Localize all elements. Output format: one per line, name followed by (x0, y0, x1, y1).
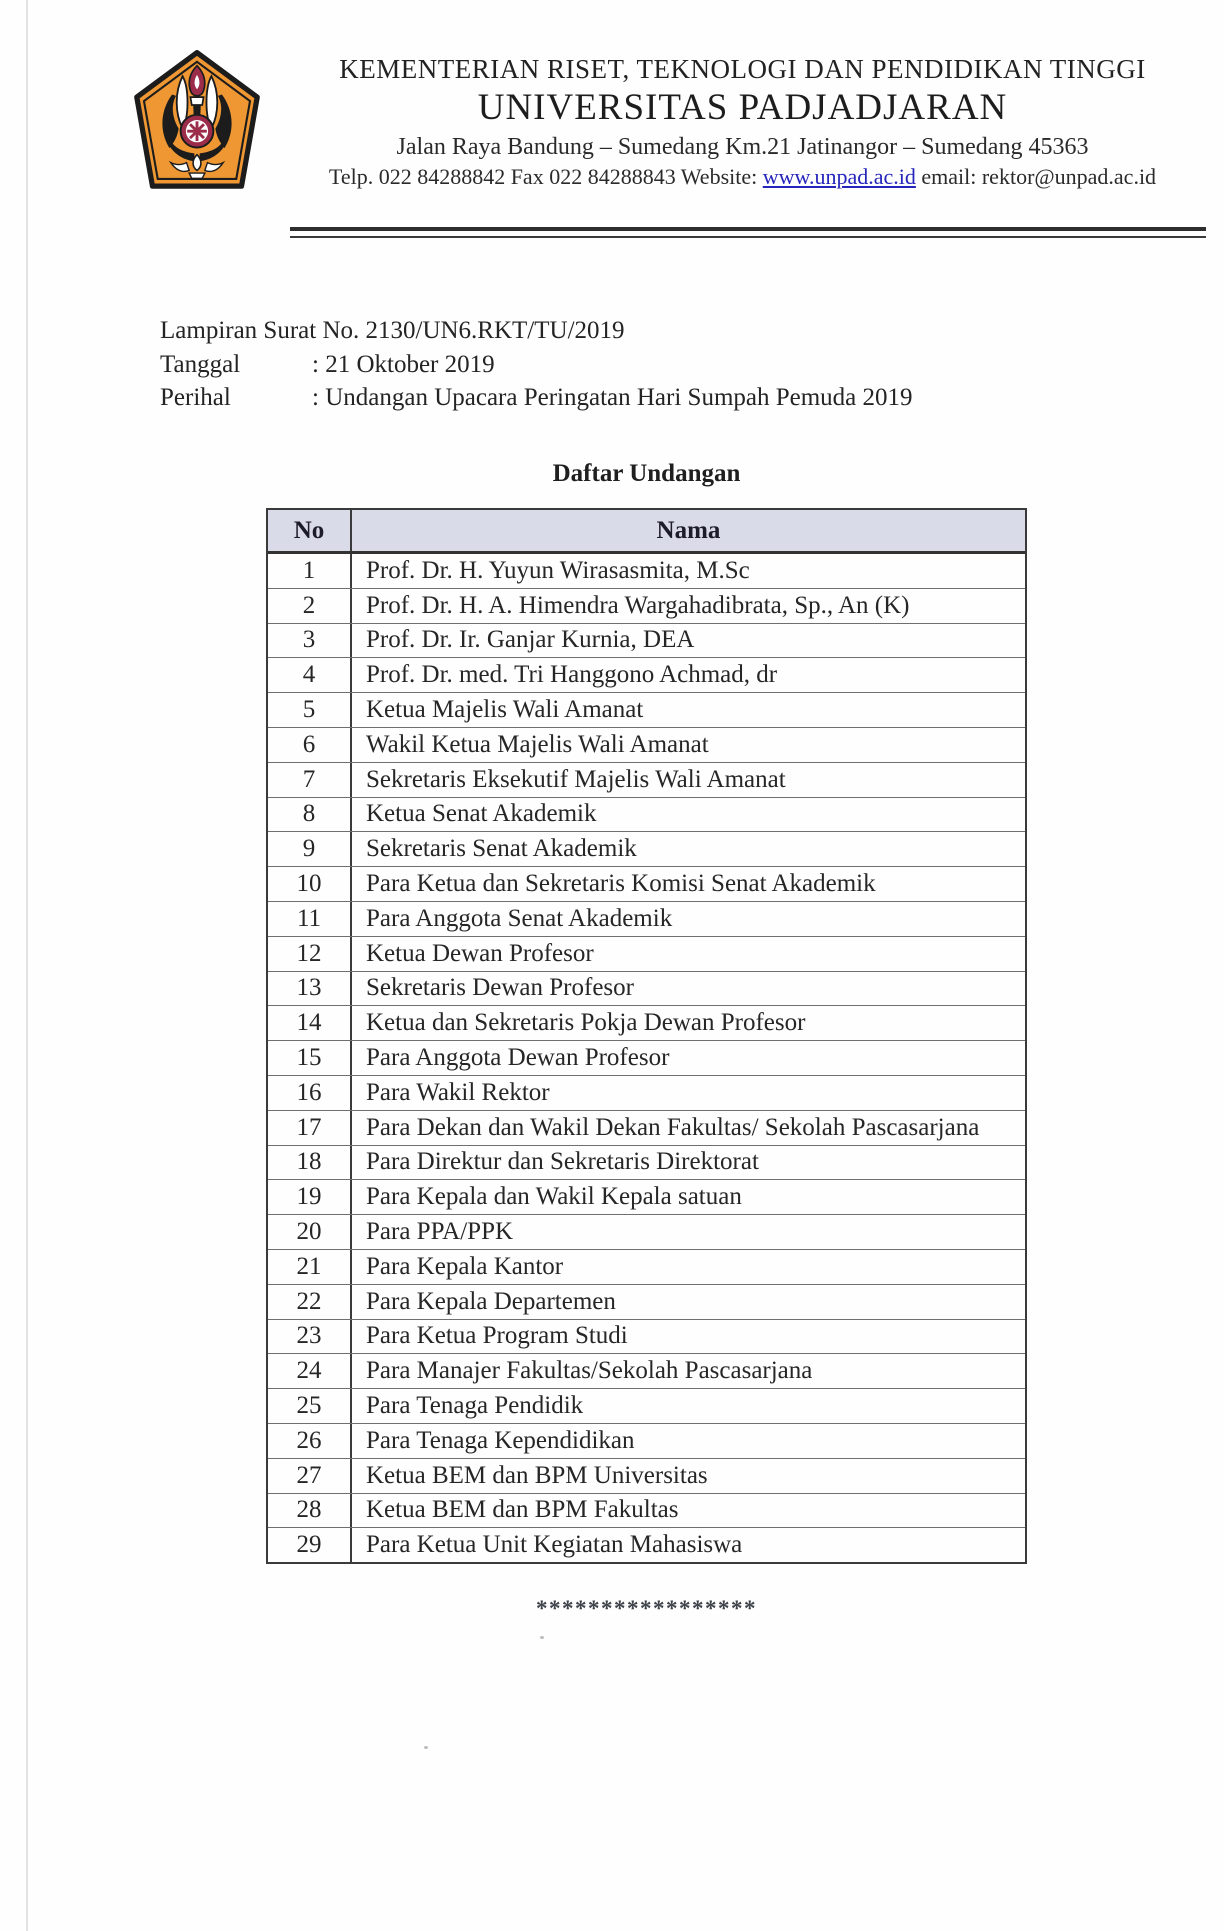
row-number: 20 (268, 1215, 352, 1249)
row-number: 16 (268, 1076, 352, 1110)
university-address: Jalan Raya Bandung – Sumedang Km.21 Jatinangor – Sumedang 45363 (396, 134, 1089, 161)
row-number: 13 (268, 972, 352, 1006)
column-header-nama: Nama (656, 516, 721, 544)
row-name: Para Direktur dan Sekretaris Direktorat (366, 1148, 759, 1176)
row-name: Para PPA/PPK (366, 1218, 514, 1246)
row-number: 17 (268, 1111, 352, 1145)
row-name: Ketua Majelis Wali Amanat (366, 696, 644, 724)
table-row (268, 1388, 1025, 1423)
row-name: Para Kepala Kantor (366, 1252, 564, 1280)
row-name: Wakil Ketua Majelis Wali Amanat (366, 730, 709, 758)
invitation-table (266, 508, 1027, 1564)
row-number: 10 (268, 867, 352, 901)
row-name: Prof. Dr. Ir. Ganjar Kurnia, DEA (366, 626, 695, 654)
row-name: Para Manajer Fakultas/Sekolah Pascasarjana (366, 1357, 813, 1385)
table-row (268, 1110, 1025, 1145)
university-contact (280, 164, 1205, 190)
university-name: UNIVERSITAS PADJADJARAN (477, 87, 1008, 129)
row-name: Para Kepala Departemen (366, 1287, 616, 1315)
table-row (268, 1527, 1025, 1562)
contact-mid: email: (915, 164, 982, 190)
row-name: Sekretaris Dewan Profesor (366, 974, 634, 1002)
table-row (268, 554, 1025, 588)
table-row (268, 657, 1025, 692)
unpad-logo-icon (131, 50, 263, 194)
letterhead (280, 54, 1205, 190)
column-header-no: No (268, 510, 352, 551)
table-row (268, 1145, 1025, 1180)
email-text: rektor@unpad.ac.id (981, 164, 1157, 190)
row-name: Para Anggota Dewan Profesor (366, 1044, 670, 1072)
table-row (268, 1214, 1025, 1249)
row-name: Para Wakil Rektor (366, 1078, 550, 1106)
table-row (268, 1284, 1025, 1319)
row-number: 3 (268, 624, 352, 658)
row-number: 12 (268, 937, 352, 971)
table-row (268, 1458, 1025, 1493)
row-number: 24 (268, 1354, 352, 1388)
table-row (268, 692, 1025, 727)
row-number: 28 (268, 1494, 352, 1528)
contact-prefix: Telp. 022 84288842 Fax 022 84288843 Website: (328, 164, 763, 190)
tanggal-value: : 21 Oktober 2019 (312, 350, 495, 378)
row-name: Ketua Dewan Profesor (366, 939, 594, 967)
row-number: 18 (268, 1146, 352, 1180)
row-name: Sekretaris Senat Akademik (366, 835, 637, 863)
table-body (268, 554, 1025, 1562)
row-name: Prof. Dr. med. Tri Hanggono Achmad, dr (366, 661, 778, 689)
row-number: 29 (268, 1528, 352, 1562)
lampiran-text: Lampiran Surat No. 2130/UN6.RKT/TU/2019 (160, 317, 625, 344)
row-number: 21 (268, 1250, 352, 1284)
row-name: Prof. Dr. H. Yuyun Wirasasmita, M.Sc (366, 556, 750, 584)
perihal-value: : Undangan Upacara Peringatan Hari Sumpah Pemuda 2019 (312, 384, 913, 411)
row-name: Para Anggota Senat Akademik (366, 904, 673, 932)
row-number: 27 (268, 1459, 352, 1493)
tanggal-line (160, 348, 913, 382)
closing-asterisks: ***************** (536, 1596, 757, 1621)
table-row (268, 623, 1025, 658)
row-number: 8 (268, 798, 352, 832)
table-row (268, 1040, 1025, 1075)
row-name: Ketua BEM dan BPM Fakultas (366, 1496, 679, 1524)
row-number: 22 (268, 1285, 352, 1319)
row-name: Para Ketua Program Studi (366, 1322, 628, 1350)
table-row (268, 762, 1025, 797)
table-row (268, 866, 1025, 901)
row-number: 11 (268, 902, 352, 936)
perihal-label: Perihal (160, 384, 231, 411)
row-name: Para Tenaga Kependidikan (366, 1426, 635, 1454)
table-row (268, 1179, 1025, 1214)
table-row (268, 588, 1025, 623)
table-row (268, 971, 1025, 1006)
row-number: 25 (268, 1389, 352, 1423)
table-row (268, 1493, 1025, 1528)
row-number: 1 (268, 554, 352, 588)
row-name: Para Dekan dan Wakil Dekan Fakultas/ Sekolah Pascasarjana (366, 1113, 980, 1141)
row-number: 26 (268, 1424, 352, 1458)
tanggal-label: Tanggal (160, 350, 241, 378)
row-number: 7 (268, 763, 352, 797)
row-number: 5 (268, 693, 352, 727)
row-number: 23 (268, 1320, 352, 1354)
table-row (268, 1319, 1025, 1354)
row-number: 9 (268, 832, 352, 866)
row-number: 15 (268, 1041, 352, 1075)
table-row (268, 1075, 1025, 1110)
table-row (268, 831, 1025, 866)
row-number: 6 (268, 728, 352, 762)
row-name: Para Kepala dan Wakil Kepala satuan (366, 1183, 742, 1211)
page-title: Daftar Undangan (552, 460, 741, 487)
row-name: Prof. Dr. H. A. Himendra Wargahadibrata, Sp., An (K) (366, 591, 910, 619)
table-row (268, 936, 1025, 971)
row-name: Ketua dan Sekretaris Pokja Dewan Profesor (366, 1009, 806, 1037)
row-number: 4 (268, 658, 352, 692)
row-name: Para Ketua Unit Kegiatan Mahasiswa (366, 1531, 743, 1559)
row-number: 14 (268, 1006, 352, 1040)
row-number: 2 (268, 589, 352, 623)
row-name: Ketua Senat Akademik (366, 800, 597, 828)
table-row (268, 1005, 1025, 1040)
table-row (268, 1249, 1025, 1284)
row-number: 19 (268, 1180, 352, 1214)
row-name: Sekretaris Eksekutif Majelis Wali Amanat (366, 765, 786, 793)
table-row (268, 1423, 1025, 1458)
table-row (268, 797, 1025, 832)
row-name: Para Tenaga Pendidik (366, 1392, 584, 1420)
table-row (268, 1353, 1025, 1388)
row-name: Para Ketua dan Sekretaris Komisi Senat Akademik (366, 870, 876, 898)
row-name: Ketua BEM dan BPM Universitas (366, 1461, 708, 1489)
table-row (268, 727, 1025, 762)
letter-meta (160, 314, 913, 415)
scan-speck (424, 1746, 428, 1749)
scan-speck (540, 1636, 544, 1639)
table-row (268, 901, 1025, 936)
perihal-line (160, 381, 913, 415)
lampiran-line (160, 314, 913, 348)
website-link[interactable]: www.unpad.ac.id (762, 164, 916, 190)
ministry-name: KEMENTERIAN RISET, TEKNOLOGI DAN PENDIDIKAN TINGGI (339, 54, 1146, 84)
letterhead-divider (290, 227, 1206, 238)
table-header-row (268, 510, 1025, 554)
scan-edge-line (26, 0, 28, 1931)
